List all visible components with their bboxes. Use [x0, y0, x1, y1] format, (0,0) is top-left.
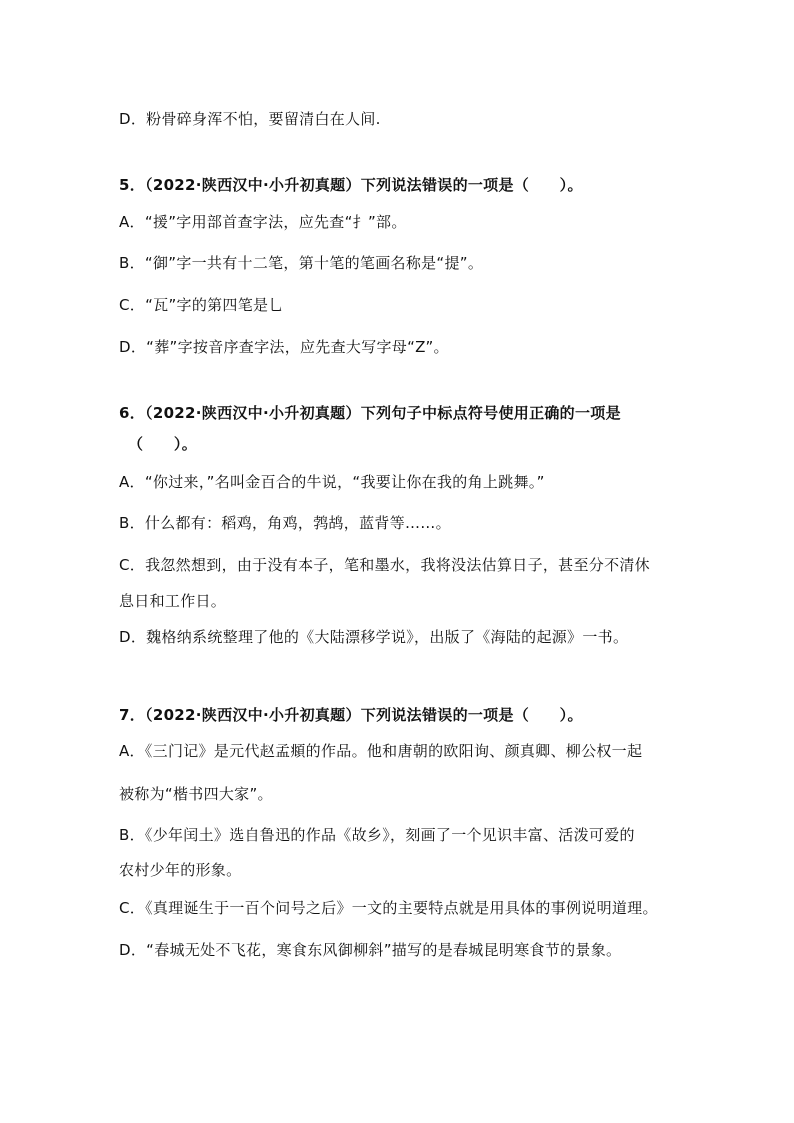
q6-stem-cont: （ ）。 [128, 435, 198, 453]
q6-option-a: A．“你过来，”名叫金百合的牛说，“我要让你在我的角上跳舞。” [119, 473, 545, 491]
q6-stem: 6．（2022·陕西汉中·小升初真题）下列句子中标点符号使用正确的一项是 [119, 404, 621, 422]
q7-option-b: B．《少年闰土》选自鲁迅的作品《故乡》，刻画了一个见识丰富、活泼可爱的 [119, 826, 635, 844]
q6-option-c-cont: 息日和工作日。 [119, 592, 227, 610]
q6-option-c: C．我忽然想到，由于没有本子，笔和墨水，我将没法估算日子，甚至分不清休 [119, 556, 650, 574]
q6-option-b: B．什么都有：稻鸡，角鸡，鹁鸪，蓝背等……。 [119, 514, 451, 532]
q7-option-a: A．《三门记》是元代赵孟頫的作品。他和唐朝的欧阳询、颜真卿、柳公权一起 [119, 742, 643, 760]
q5-option-a: A．“援”字用部首查字法，应先查“扌”部。 [119, 213, 407, 231]
q7-stem: 7．（2022·陕西汉中·小升初真题）下列说法错误的一项是（ ）。 [119, 706, 583, 724]
q5-option-b: B．“御”字一共有十二笔，第十笔的笔画名称是“提”。 [119, 254, 484, 272]
q5-option-c: C．“瓦”字的第四笔是乚 [119, 296, 284, 314]
q7-option-a-cont: 被称为“楷书四大家”。 [119, 785, 273, 803]
q5-option-d: D．“葬”字按音序查字法，应先查大写字母“Z”。 [119, 338, 449, 356]
q7-option-c: C．《真理诞生于一百个问号之后》一文的主要特点就是用具体的事例说明道理。 [119, 899, 658, 917]
q7-option-d: D．“春城无处不飞花，寒食东风御柳斜”描写的是春城昆明寒食节的景象。 [119, 941, 622, 959]
q5-stem: 5．（2022·陕西汉中·小升初真题）下列说法错误的一项是（ ）。 [119, 176, 583, 194]
q6-option-d: D．魏格纳系统整理了他的《大陆漂移学说》，出版了《海陆的起源》一书。 [119, 628, 629, 646]
q4-option-d: D．粉骨碎身浑不怕，要留清白在人间. [119, 110, 381, 128]
q7-option-b-cont: 农村少年的形象。 [119, 861, 242, 879]
